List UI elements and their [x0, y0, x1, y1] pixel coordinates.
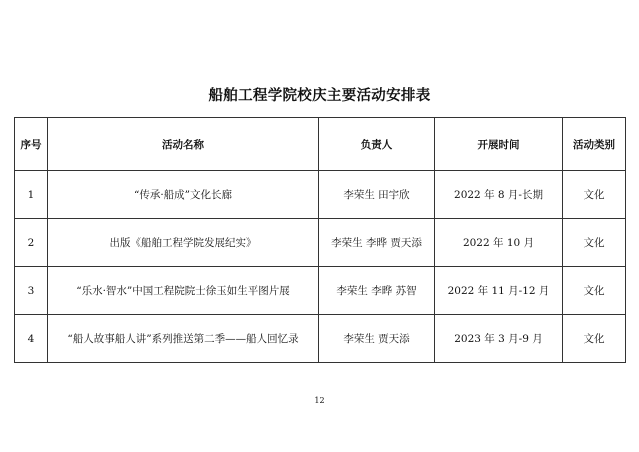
cell-person-in-charge: 李荣生 田宇欣	[319, 171, 435, 219]
cell-activity-name: “传承·船成”文化长廊	[48, 171, 319, 219]
cell-serial-number: 3	[15, 267, 48, 315]
cell-activity-name: “船人故事船人讲”系列推送第二季——船人回忆录	[48, 315, 319, 363]
table-header-row	[15, 118, 626, 171]
activity-schedule-table	[14, 117, 626, 363]
cell-activity-type: 文化	[563, 171, 626, 219]
cell-activity-name: 出版《船舶工程学院发展纪实》	[48, 219, 319, 267]
header-activity-type: 活动类别	[563, 118, 626, 171]
table-row	[15, 171, 626, 219]
table-row	[15, 219, 626, 267]
header-person-in-charge: 负责人	[319, 118, 435, 171]
table-row	[15, 267, 626, 315]
cell-time: 2022 年 11 月-12 月	[435, 267, 563, 315]
cell-time: 2022 年 10 月	[435, 219, 563, 267]
page-title: 船舶工程学院校庆主要活动安排表	[208, 88, 431, 104]
header-activity-name: 活动名称	[48, 118, 319, 171]
cell-person-in-charge: 李荣生 李晔 苏智	[319, 267, 435, 315]
cell-serial-number: 4	[15, 315, 48, 363]
cell-person-in-charge: 李荣生 李晔 贾天添	[319, 219, 435, 267]
cell-activity-type: 文化	[563, 315, 626, 363]
cell-activity-name: “乐水·智水”中国工程院院士徐玉如生平图片展	[48, 267, 319, 315]
cell-person-in-charge: 李荣生 贾天添	[319, 315, 435, 363]
cell-activity-type: 文化	[563, 219, 626, 267]
header-time: 开展时间	[435, 118, 563, 171]
header-serial-number: 序号	[15, 118, 48, 171]
table-row	[15, 315, 626, 363]
page-number: 12	[314, 396, 325, 405]
cell-activity-type: 文化	[563, 267, 626, 315]
cell-serial-number: 1	[15, 171, 48, 219]
cell-serial-number: 2	[15, 219, 48, 267]
cell-time: 2022 年 8 月-长期	[435, 171, 563, 219]
cell-time: 2023 年 3 月-9 月	[435, 315, 563, 363]
